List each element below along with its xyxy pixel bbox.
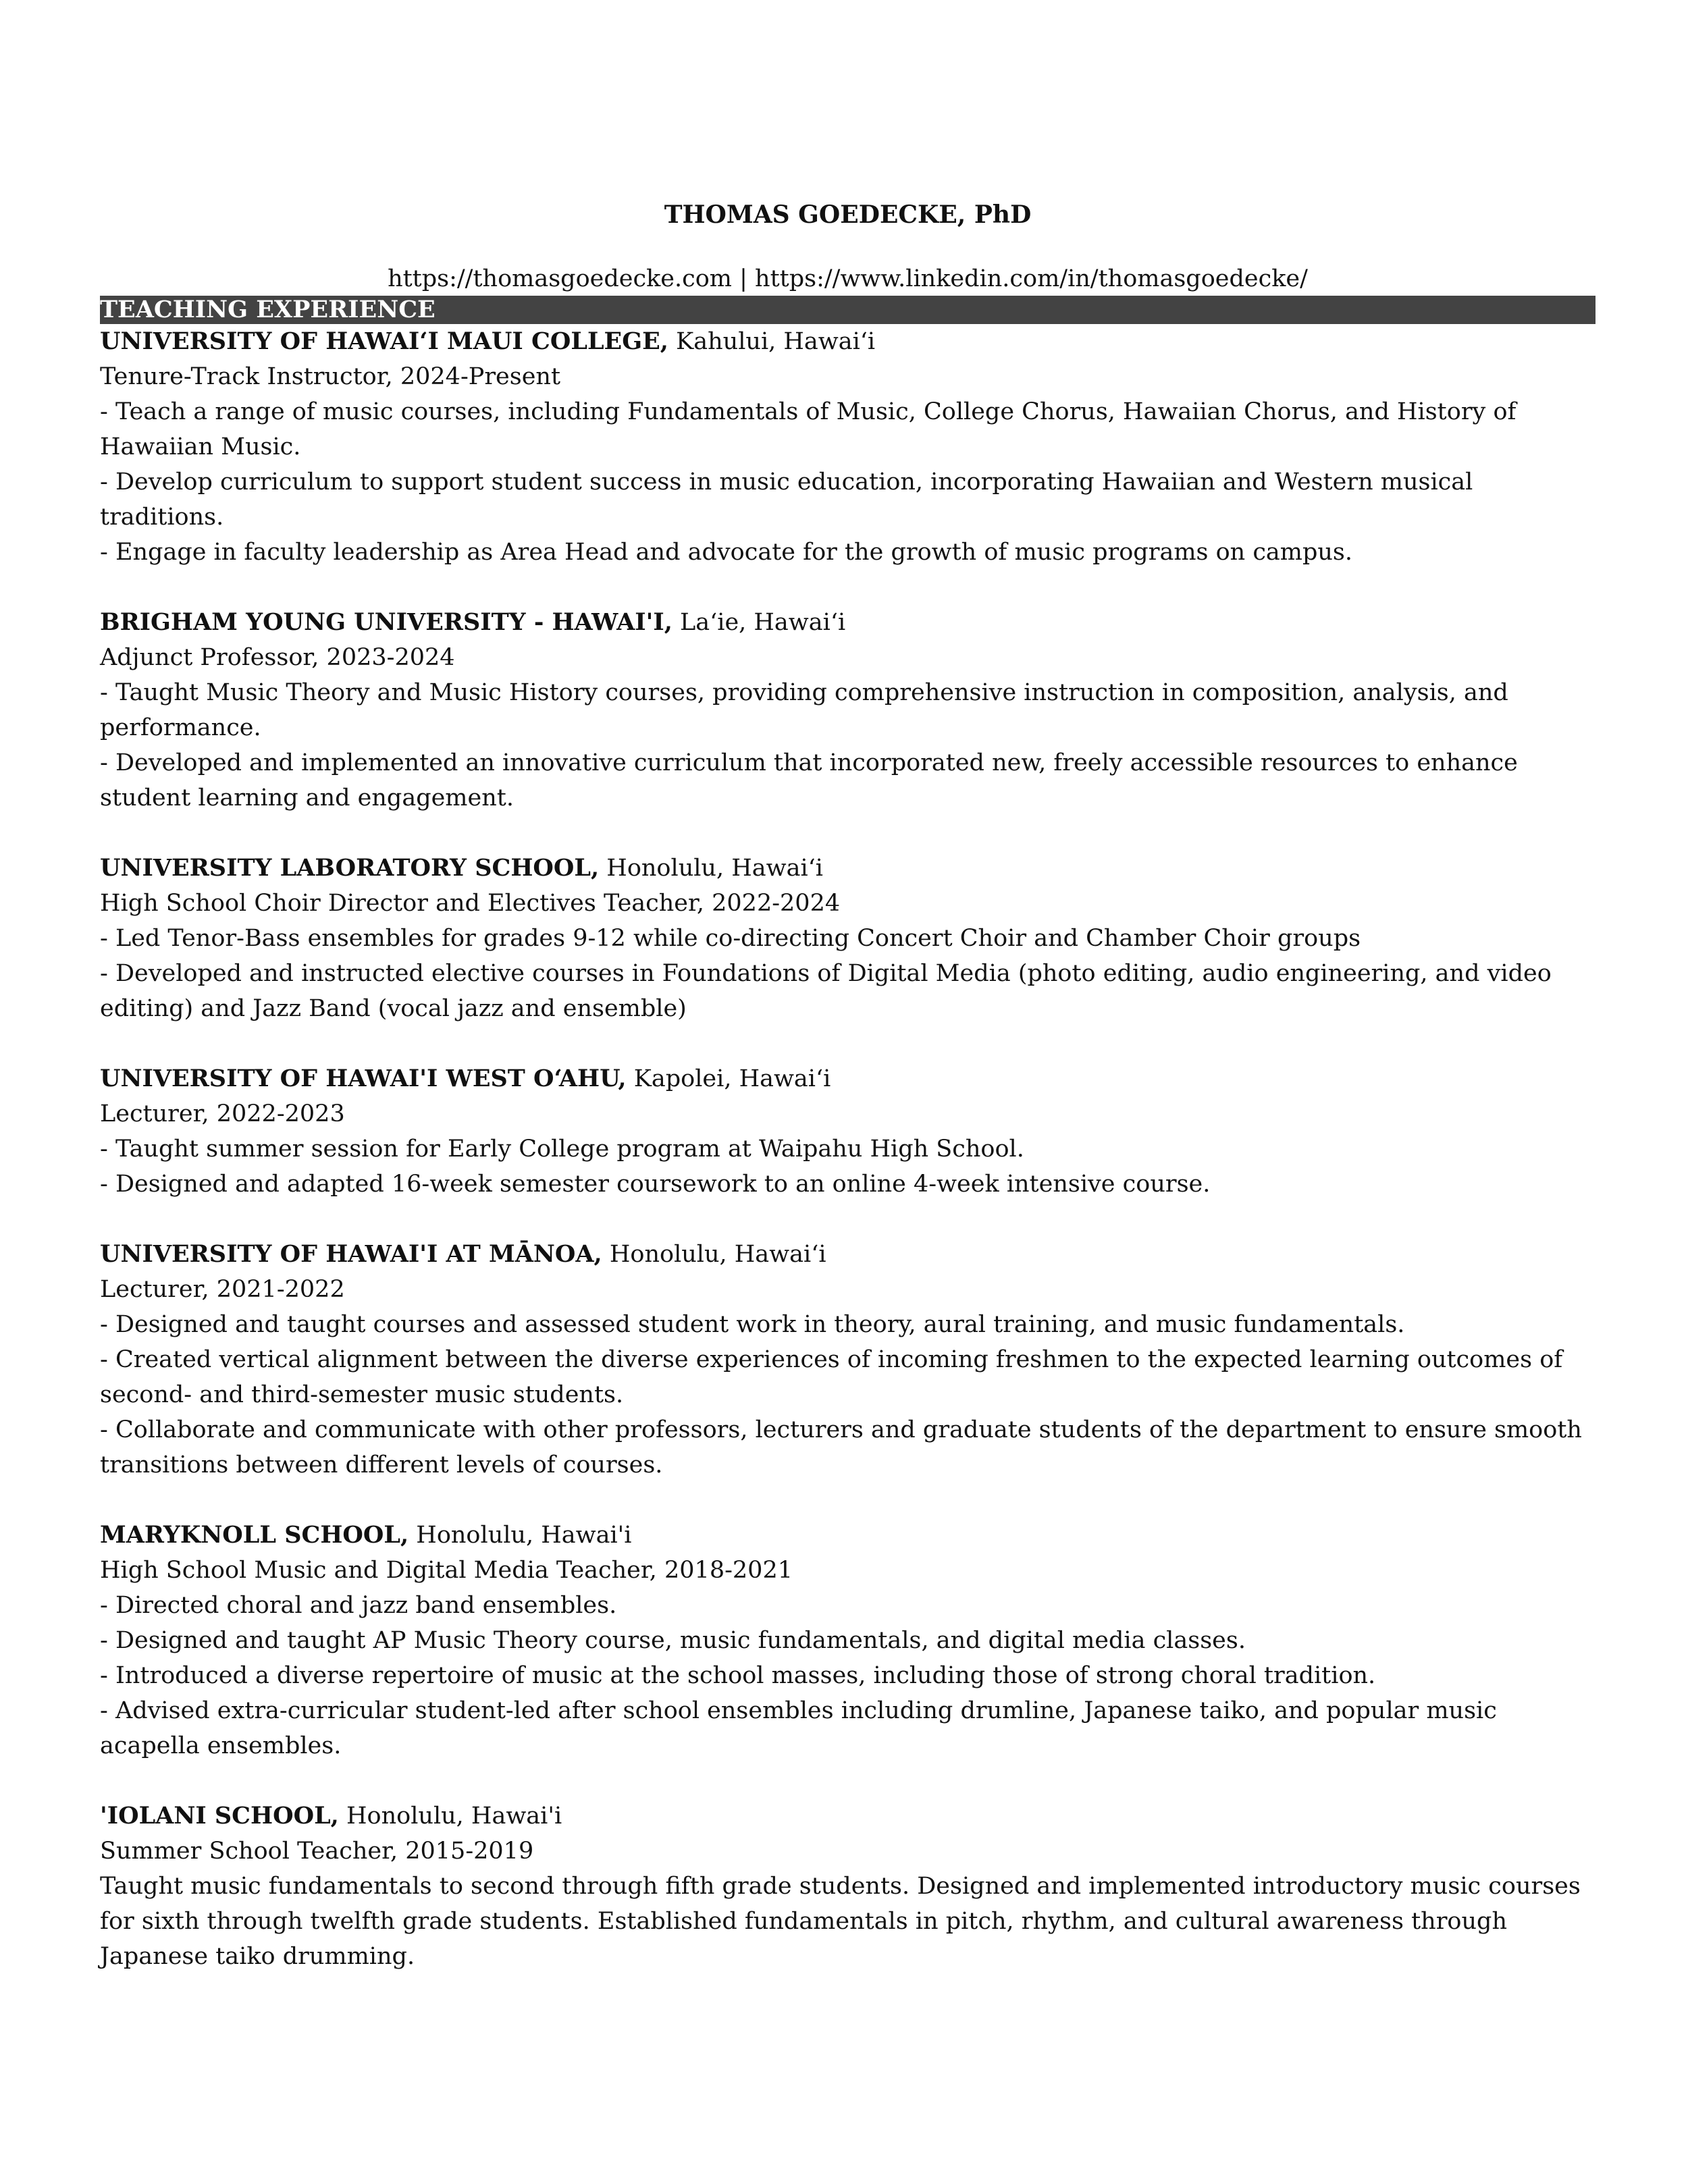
job-duty: - Designed and taught courses and assessed student work in theory, aural training, and music fundamentals.: [100, 1311, 1405, 1338]
job-location: Honolulu, Hawaiʻi: [602, 1241, 826, 1268]
job-location: Kahului, Hawaiʻi: [668, 328, 876, 355]
job-entry: [100, 1799, 1595, 1974]
job-heading: [100, 324, 1595, 359]
job-location: Honolulu, Hawai'i: [408, 1522, 632, 1549]
job-heading: [100, 1799, 1595, 1834]
job-entry: [100, 1061, 1595, 1202]
job-duty: - Taught summer session for Early College program at Waipahu High School.: [100, 1136, 1024, 1163]
job-role: Lecturer, 2022-2023: [100, 1100, 345, 1127]
job-organization: UNIVERSITY LABORATORY SCHOOL,: [100, 854, 600, 882]
job-organization: 'IOLANI SCHOOL,: [100, 1802, 339, 1830]
job-role: Summer School Teacher, 2015-2019: [100, 1838, 534, 1865]
job-duty: - Engage in faculty leadership as Area Head and advocate for the growth of music programs on campus.: [100, 539, 1353, 566]
job-duty: - Developed and implemented an innovative curriculum that incorporated new, freely accessible resources to enhance student learning and engagement.: [100, 749, 1518, 811]
job-organization: BRIGHAM YOUNG UNIVERSITY - HAWAI'I,: [100, 608, 672, 636]
resume-name: THOMAS GOEDECKE, PhD: [664, 201, 1032, 229]
job-organization: MARYKNOLL SCHOOL,: [100, 1521, 409, 1549]
job-entry: [100, 851, 1595, 1026]
job-duty: - Advised extra-curricular student-led after school ensembles including drumline, Japanese taiko, and popular music acapella ensembles.: [100, 1697, 1497, 1759]
resume-page: [100, 194, 1595, 1974]
job-organization: UNIVERSITY OF HAWAI'I WEST OʻAHU,: [100, 1065, 627, 1092]
job-duty: - Created vertical alignment between the diverse experiences of incoming freshmen to the expected learning outcomes of second- and third-semester music students.: [100, 1346, 1563, 1408]
job-entry: [100, 605, 1595, 816]
job-duty: Taught music fundamentals to second through fifth grade students. Designed and implemented introductory music courses for sixth through twelfth grade students. Established fundamentals in pitch, rhythm, and cultural awareness through Japanese taiko drumming.: [100, 1873, 1581, 1970]
job-role: Tenure-Track Instructor, 2024-Present: [100, 363, 561, 390]
job-location: Laʻie, Hawaiʻi: [672, 609, 846, 636]
jobs-list: [100, 324, 1595, 1974]
job-role: High School Music and Digital Media Teacher, 2018-2021: [100, 1557, 793, 1584]
job-duty: - Develop curriculum to support student success in music education, incorporating Hawaiian and Western musical traditions.: [100, 469, 1473, 531]
job-role: Adjunct Professor, 2023-2024: [100, 644, 455, 671]
job-heading: [100, 1518, 1595, 1553]
job-entry: [100, 324, 1595, 570]
job-location: Honolulu, Hawai'i: [338, 1803, 562, 1830]
job-entry: [100, 1237, 1595, 1483]
job-duty: - Developed and instructed elective courses in Foundations of Digital Media (photo editing, audio engineering, and video editing) and Jazz Band (vocal jazz and ensemble): [100, 960, 1552, 1022]
job-location: Kapolei, Hawaiʻi: [626, 1065, 831, 1092]
job-duty: - Teach a range of music courses, including Fundamentals of Music, College Chorus, Hawaiian Chorus, and History of Hawaiian Music.: [100, 398, 1516, 460]
section-header-teaching-experience: TEACHING EXPERIENCE: [100, 296, 1595, 324]
job-organization: UNIVERSITY OF HAWAI'I AT MĀNOA,: [100, 1240, 602, 1268]
contact-links: https://thomasgoedecke.com | https://www.linkedin.com/in/thomasgoedecke/: [388, 265, 1308, 292]
job-role: Lecturer, 2021-2022: [100, 1276, 345, 1303]
job-duty: - Taught Music Theory and Music History courses, providing comprehensive instruction in composition, analysis, and performance.: [100, 679, 1508, 741]
job-role: High School Choir Director and Electives Teacher, 2022-2024: [100, 890, 841, 917]
job-duty: - Collaborate and communicate with other professors, lecturers and graduate students of the department to ensure smooth transitions between different levels of courses.: [100, 1416, 1582, 1479]
job-heading: [100, 851, 1595, 886]
job-duty: - Led Tenor-Bass ensembles for grades 9-12 while co-directing Concert Choir and Chamber Choir groups: [100, 925, 1361, 952]
job-location: Honolulu, Hawaiʻi: [599, 855, 823, 882]
job-duty: - Designed and taught AP Music Theory course, music fundamentals, and digital media classes.: [100, 1627, 1246, 1654]
job-heading: [100, 1237, 1595, 1272]
job-heading: [100, 1061, 1595, 1096]
job-entry: [100, 1518, 1595, 1763]
job-heading: [100, 605, 1595, 640]
job-organization: UNIVERSITY OF HAWAIʻI MAUI COLLEGE,: [100, 327, 668, 355]
job-duty: - Designed and adapted 16-week semester coursework to an online 4-week intensive course.: [100, 1171, 1211, 1198]
job-duty: - Directed choral and jazz band ensembles.: [100, 1592, 617, 1619]
job-duty: - Introduced a diverse repertoire of music at the school masses, including those of strong choral tradition.: [100, 1662, 1376, 1689]
